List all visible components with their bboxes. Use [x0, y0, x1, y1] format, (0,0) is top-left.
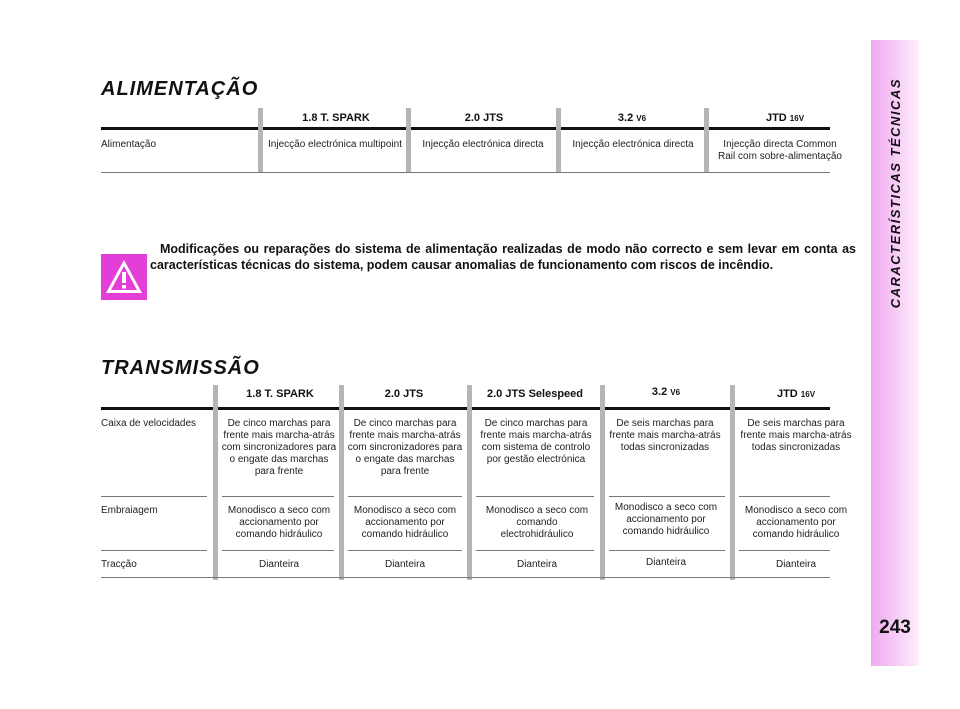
trans-cell: Monodisco a seco com accionamento por comando hidráulico: [614, 502, 718, 537]
trans-header-3: 2.0 JTS Selespeed: [487, 388, 583, 400]
trans-row-rule: [348, 550, 462, 551]
alim-cell: Injecção electrónica multipoint: [268, 139, 402, 150]
alim-header-3: 3.2 V6: [617, 112, 647, 124]
alim-row-rule: [101, 172, 830, 173]
trans-cell: Monodisco a seco com accionamento por comando hidráulico: [353, 505, 457, 540]
trans-cell: Dianteira: [258, 559, 300, 570]
trans-row-rule: [609, 496, 725, 497]
warning-text: Modificações ou reparações do sistema de alimentação realizadas de modo não correcto e sem levar em conta as características técnicas do sistema, podem causar anomalias de funcionamento com riscos de incêndio.: [150, 242, 856, 272]
trans-cell: Monodisco a seco com accionamento por comando hidráulico: [227, 505, 331, 540]
trans-column-bar: [600, 385, 605, 580]
alim-column-bar: [704, 108, 709, 172]
trans-header-5: JTD 16V: [776, 388, 816, 400]
side-chapter-title: CARACTERÍSTICAS TÉCNICAS: [887, 78, 903, 309]
alim-column-bar: [258, 108, 263, 172]
trans-header-4: 3.2 V6: [651, 386, 681, 398]
trans-header-1: 1.8 T. SPARK: [246, 388, 314, 400]
trans-row-rule: [739, 496, 830, 497]
trans-column-bar: [213, 385, 218, 580]
trans-cell: De cinco marchas para frente mais marcha-atrás com sistema de controlo por gestão electrónica: [480, 418, 592, 465]
side-tab: [871, 40, 919, 666]
trans-column-bar: [467, 385, 472, 580]
trans-cell: De cinco marchas para frente mais marcha-atrás com sincronizadores para o engate das marchas para frente: [347, 418, 463, 477]
trans-row-rule: [101, 550, 207, 551]
alim-cell: Injecção electrónica directa: [422, 139, 544, 150]
alim-header-2: 2.0 JTS: [464, 112, 504, 124]
trans-cell: De cinco marchas para frente mais marcha-atrás com sincronizadores para o engate das marchas para frente: [221, 418, 337, 477]
trans-row-label: Embraiagem: [101, 505, 158, 516]
trans-row-label: Tracção: [101, 559, 137, 570]
trans-header-2: 2.0 JTS: [384, 388, 424, 400]
trans-row-rule: [476, 496, 594, 497]
trans-row-rule: [609, 550, 725, 551]
trans-row-rule: [222, 496, 334, 497]
trans-cell: Monodisco a seco com accionamento por comando hidráulico: [744, 505, 848, 540]
trans-row-rule: [348, 496, 462, 497]
trans-cell: Dianteira: [384, 559, 426, 570]
alim-column-bar: [406, 108, 411, 172]
alim-cell: Injecção electrónica directa: [572, 139, 694, 150]
alim-row-label: Alimentação: [101, 139, 157, 150]
trans-row-rule: [739, 550, 830, 551]
trans-row-rule: [476, 550, 594, 551]
trans-cell: Dianteira: [516, 559, 558, 570]
trans-row-label: Caixa de velocidades: [101, 418, 197, 429]
trans-header-rule: [101, 407, 830, 410]
page-number: 243: [879, 617, 911, 638]
alim-cell: Injecção directa Common Rail com sobre-alimentação: [718, 139, 842, 162]
alim-header-1: 1.8 T. SPARK: [302, 112, 370, 124]
trans-row-rule: [101, 496, 207, 497]
trans-row-rule: [222, 550, 334, 551]
trans-column-bar: [339, 385, 344, 580]
alim-column-bar: [556, 108, 561, 172]
alim-header-rule: [101, 127, 830, 130]
warning-triangle-icon: [101, 254, 147, 300]
trans-cell: Monodisco a seco com comando electrohidráulico: [485, 505, 589, 540]
trans-bottom-rule: [101, 577, 830, 578]
section-title-alimentacao: ALIMENTAÇÃO: [101, 78, 259, 100]
section-title-transmissao: TRANSMISSÃO: [101, 357, 260, 379]
trans-cell: De seis marchas para frente mais marcha-atrás todas sincronizadas: [609, 418, 721, 453]
trans-cell: Dianteira: [775, 559, 817, 570]
alim-header-4: JTD 16V: [765, 112, 805, 124]
trans-cell: De seis marchas para frente mais marcha-atrás todas sincronizadas: [740, 418, 852, 453]
trans-column-bar: [730, 385, 735, 580]
trans-cell: Dianteira: [645, 557, 687, 568]
